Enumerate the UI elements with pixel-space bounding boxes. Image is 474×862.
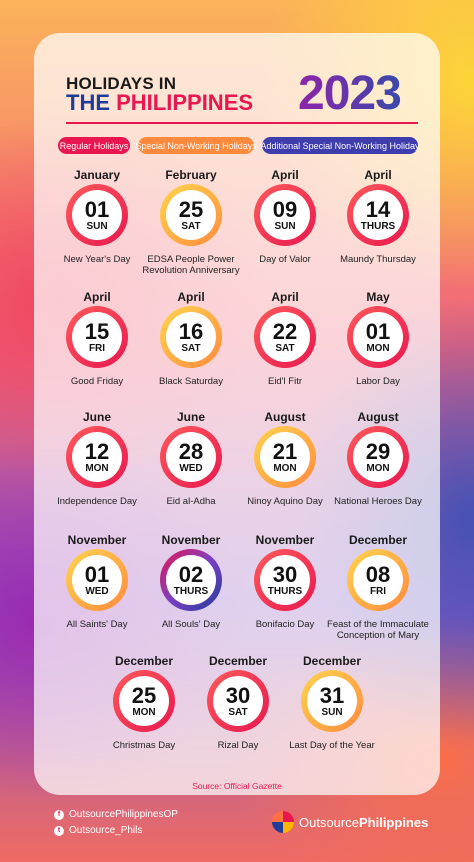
holiday-name: Independence Day [57, 496, 137, 507]
holiday-name: Last Day of the Year [289, 740, 375, 751]
holiday-item [324, 533, 432, 641]
holiday-weekday: MON [366, 342, 390, 354]
holiday-weekday: SAT [181, 342, 201, 354]
holiday-item [137, 168, 245, 276]
holiday-weekday: SAT [181, 220, 201, 232]
holiday-day: 30 [225, 682, 251, 708]
holiday-name: Rizal Day [217, 740, 259, 751]
holiday-date-badge [254, 184, 316, 246]
holiday-item [231, 533, 339, 630]
holiday-month: November [161, 533, 221, 547]
twitter-handle[interactable] [54, 825, 142, 836]
facebook-handle[interactable] [54, 809, 178, 820]
brand-name [299, 815, 428, 830]
holiday-date-face [307, 676, 357, 726]
holiday-date-badge [160, 306, 222, 368]
holiday-month: August [264, 410, 306, 424]
holiday-item [324, 168, 432, 265]
holiday-name: New Year's Day [63, 254, 131, 265]
source-note: Source: Official Gazette [192, 781, 282, 791]
holiday-item [90, 654, 198, 751]
holiday-month: December [348, 533, 408, 547]
holiday-name: All Souls' Day [161, 619, 221, 630]
title-the: THE [66, 90, 110, 115]
holiday-date-face [166, 312, 216, 362]
holiday-date-badge [347, 426, 409, 488]
holiday-item [324, 410, 432, 507]
title-divider [66, 122, 418, 124]
holiday-item [43, 290, 151, 387]
holiday-month: June [176, 410, 205, 424]
holiday-name: EDSA People Power Revolution Anniversary [142, 254, 240, 276]
holiday-name: Feast of the Immaculate Conception of Mary [327, 619, 429, 641]
holiday-month: August [357, 410, 399, 424]
holiday-date-face [166, 555, 216, 605]
holiday-date-badge [66, 184, 128, 246]
brand-logo [272, 811, 428, 833]
holiday-item [43, 410, 151, 507]
holiday-weekday: THURS [267, 585, 303, 597]
holiday-name: Eid al-Adha [166, 496, 216, 507]
holiday-day: 12 [84, 438, 110, 464]
holiday-day: 15 [84, 318, 110, 344]
holiday-day: 02 [178, 561, 204, 587]
twitter-icon: t [54, 826, 64, 836]
holiday-name: Labor Day [356, 376, 400, 387]
holiday-date-badge [254, 306, 316, 368]
holiday-month: January [73, 168, 121, 182]
brand-name-b: Philippines [358, 814, 429, 830]
legend-special: Special Non-Working Holidays [138, 137, 254, 154]
holiday-date-badge [160, 184, 222, 246]
holiday-date-badge [66, 306, 128, 368]
holiday-date-badge [113, 670, 175, 732]
holiday-item [137, 290, 245, 387]
holiday-weekday: SUN [274, 220, 296, 232]
legend-additional: Additional Special Non-Working Holiday [262, 137, 418, 154]
holiday-day: 29 [365, 438, 391, 464]
holiday-day: 01 [84, 196, 110, 222]
holiday-date-face [353, 432, 403, 482]
holiday-date-face [353, 190, 403, 240]
holiday-item [137, 533, 245, 630]
holiday-name: Maundy Thursday [340, 254, 416, 265]
holiday-date-face [166, 432, 216, 482]
holiday-day: 25 [131, 682, 157, 708]
holiday-name: Black Saturday [159, 376, 223, 387]
holiday-name: National Heroes Day [334, 496, 422, 507]
holiday-date-badge [66, 426, 128, 488]
holiday-day: 30 [272, 561, 298, 587]
twitter-handle-text: Outsource_Phils [69, 825, 143, 836]
holiday-day: 21 [272, 438, 298, 464]
holiday-name: Eid'l Fitr [267, 376, 302, 387]
holiday-item [231, 168, 339, 265]
holiday-item [43, 168, 151, 265]
holiday-month: November [67, 533, 127, 547]
holiday-item [231, 410, 339, 507]
holiday-name: Day of Valor [259, 254, 311, 265]
holiday-month: April [271, 290, 299, 304]
title-line-1: HOLIDAYS IN [66, 74, 177, 93]
holiday-weekday: SAT [228, 706, 248, 718]
holiday-date-face [72, 190, 122, 240]
holiday-month: February [165, 168, 217, 182]
holiday-month: April [83, 290, 111, 304]
holiday-date-face [72, 432, 122, 482]
holiday-date-face [260, 555, 310, 605]
holiday-day: 31 [319, 682, 345, 708]
holiday-weekday: THURS [173, 585, 209, 597]
holiday-date-face [353, 312, 403, 362]
holiday-weekday: MON [85, 462, 109, 474]
holiday-date-face [353, 555, 403, 605]
holiday-weekday: FRI [88, 342, 106, 354]
facebook-handle-text: OutsourcePhilippinesOP [69, 809, 178, 820]
holiday-day: 08 [365, 561, 391, 587]
holiday-month: December [302, 654, 362, 668]
holiday-name: All Saints' Day [66, 619, 128, 630]
holiday-name: Bonifacio Day [255, 619, 315, 630]
year-heading: 2023 [298, 67, 401, 120]
holiday-day: 25 [178, 196, 204, 222]
holiday-item [278, 654, 386, 751]
holiday-month: November [255, 533, 315, 547]
holiday-date-face [72, 312, 122, 362]
brand-name-a: Outsource [299, 814, 359, 830]
holiday-weekday: SUN [86, 220, 108, 232]
holiday-month: December [208, 654, 268, 668]
holiday-month: May [366, 290, 390, 304]
holiday-month: April [271, 168, 299, 182]
holiday-date-badge [66, 549, 128, 611]
holiday-name: Ninoy Aquino Day [247, 496, 323, 507]
holiday-date-badge [254, 549, 316, 611]
holiday-date-face [166, 190, 216, 240]
holiday-date-face [72, 555, 122, 605]
holiday-name: Christmas Day [112, 740, 176, 751]
holiday-day: 22 [272, 318, 298, 344]
holiday-weekday: MON [273, 462, 297, 474]
holiday-date-badge [301, 670, 363, 732]
holiday-date-badge [347, 184, 409, 246]
holiday-day: 28 [178, 438, 204, 464]
holiday-month: December [114, 654, 174, 668]
holiday-day: 14 [365, 196, 391, 222]
holiday-date-badge [160, 549, 222, 611]
holiday-weekday: MON [366, 462, 390, 474]
holiday-weekday: SUN [321, 706, 343, 718]
holiday-day: 16 [178, 318, 204, 344]
holiday-date-face [260, 312, 310, 362]
title-line-2 [66, 90, 253, 116]
title-philippines: PHILIPPINES [116, 90, 254, 115]
holiday-month: April [177, 290, 205, 304]
holiday-weekday: MON [132, 706, 156, 718]
holiday-item [184, 654, 292, 751]
holiday-weekday: WED [85, 585, 109, 597]
holiday-date-face [260, 432, 310, 482]
holiday-day: 01 [365, 318, 391, 344]
holiday-date-badge [347, 549, 409, 611]
holiday-weekday: SAT [275, 342, 295, 354]
holiday-item [43, 533, 151, 630]
holiday-item [324, 290, 432, 387]
holiday-date-face [260, 190, 310, 240]
holiday-day: 09 [272, 196, 298, 222]
holiday-date-badge [160, 426, 222, 488]
holiday-item [231, 290, 339, 387]
holiday-date-badge [207, 670, 269, 732]
holiday-name: Good Friday [70, 376, 124, 387]
facebook-icon: f [54, 810, 64, 820]
holiday-weekday: FRI [369, 585, 387, 597]
holiday-date-face [119, 676, 169, 726]
holiday-date-badge [347, 306, 409, 368]
holiday-date-face [213, 676, 263, 726]
holiday-weekday: WED [179, 462, 203, 474]
holiday-date-badge [254, 426, 316, 488]
holiday-item [137, 410, 245, 507]
holiday-month: June [82, 410, 111, 424]
brand-logo-icon [272, 811, 294, 833]
holiday-day: 01 [84, 561, 110, 587]
legend-regular: Regular Holidays [58, 137, 130, 154]
holiday-month: April [364, 168, 392, 182]
holiday-weekday: THURS [360, 220, 396, 232]
